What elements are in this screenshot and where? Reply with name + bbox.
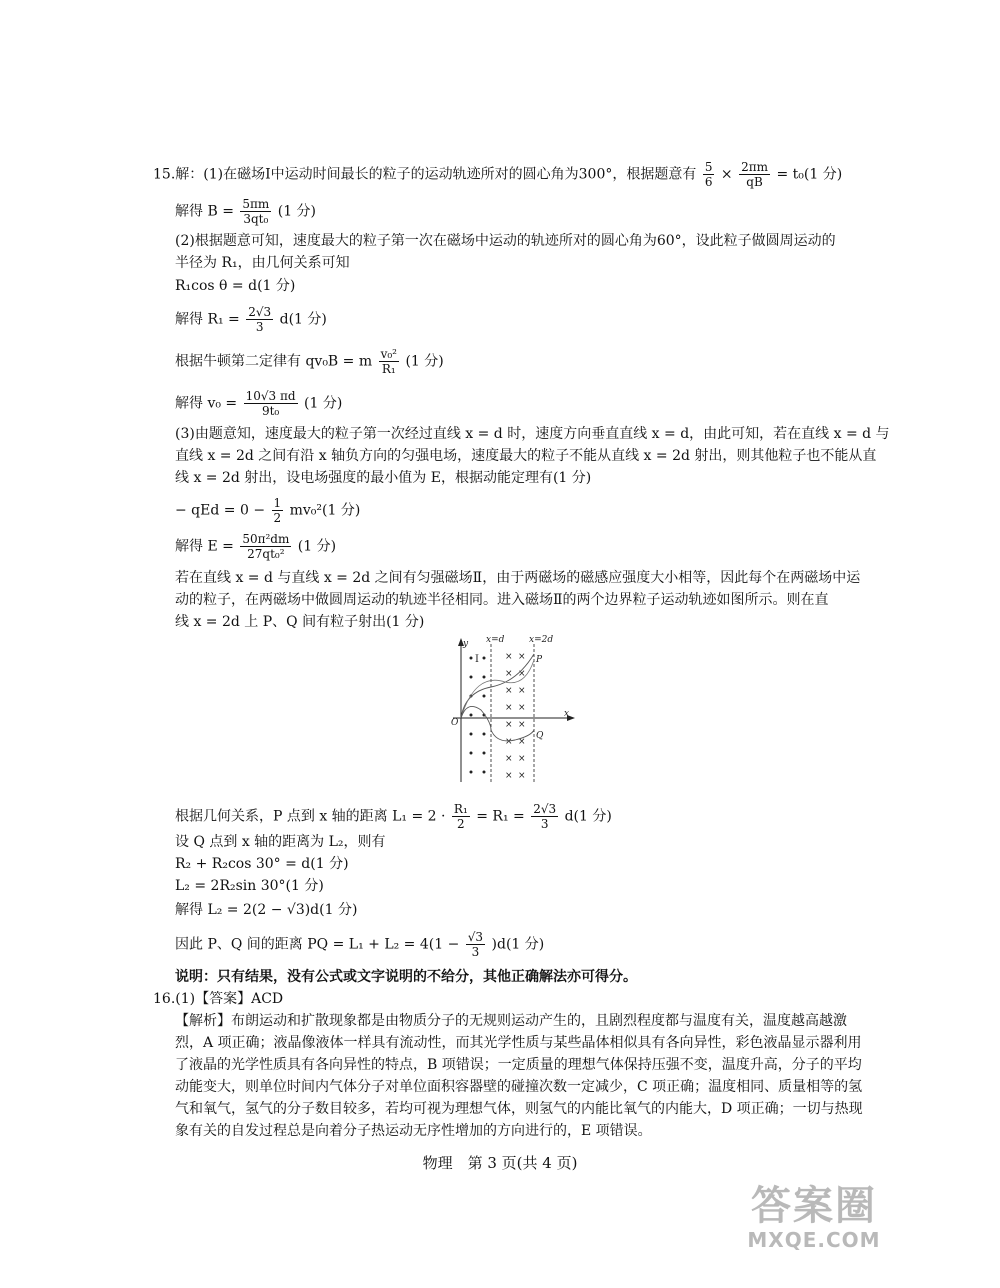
label-region-1: Ⅰ (475, 654, 479, 665)
q15-line-5: R₁cos θ = d(1 分) (175, 278, 296, 294)
magnetic-field-diagram (445, 632, 580, 784)
field-cross: × (505, 771, 513, 781)
field-cross: × (518, 771, 526, 781)
fraction: $\frac{2√3}{3}$ (533, 802, 557, 831)
field-dot (483, 695, 486, 698)
field-dot (483, 676, 486, 679)
field-dot (470, 676, 473, 679)
q15-line-17: 根据几何关系，P 点到 x 轴的距离 L₁ = 2 · $\frac{\text{R₁}}{2}$ = R₁ = $\frac{2√3}{3}$ d(1 分) (175, 802, 612, 831)
field-dot (470, 657, 473, 660)
page-footer: 物理 第 3 页(共 4 页) (422, 1154, 578, 1172)
field-cross: × (505, 686, 513, 696)
field-dot (483, 657, 486, 660)
label-x: x (564, 709, 570, 719)
q15-line-21: 解得 L₂ = 2(2 − √3)d(1 分) (175, 902, 358, 918)
label-p: P (536, 655, 543, 665)
q15-line-7: 根据牛顿第二定律有 qv₀B = m $\frac{\text{v₀²}}{\text{R₁}}$ (1 分) (175, 347, 444, 376)
q15-note: 说明：只有结果，没有公式或文字说明的不给分，其他正确解法亦可得分。 (175, 969, 637, 985)
label-x-d: x=d (486, 635, 505, 645)
field-cross: × (518, 720, 526, 730)
field-cross: × (505, 754, 513, 764)
q15-line-2: 解得 B = $\frac{5\pi m}{\text{3qt₀}}$ (1 分) (175, 197, 317, 226)
field-dot (470, 752, 473, 755)
field-crosses (505, 652, 526, 781)
q15-line-12: − qEd = 0 − $\frac{1}{2}$ mv₀²(1 分) (175, 496, 361, 525)
field-cross: × (518, 669, 526, 679)
field-cross: × (518, 737, 526, 747)
field-cross: × (505, 703, 513, 713)
q16-line-5: 动能变大，则单位时间内气体分子对单位面积容器壁的碰撞次数一定减少，C 项正确；温度相同、质量相等的氢 (175, 1079, 863, 1095)
field-cross: × (518, 686, 526, 696)
q15-line-15: 动的粒子，在两磁场中做圆周运动的轨迹半径相同。进入磁场Ⅱ的两个边界粒子运动轨迹如图所示。则在直 (175, 592, 829, 608)
field-cross: × (505, 652, 513, 662)
fraction: $\frac{\text{v₀²}}{\text{R₁}}$ (380, 347, 397, 376)
q15-line-16: 线 x = 2d 上 P、Q 间有粒子射出(1 分) (175, 614, 425, 630)
field-dot (470, 714, 473, 717)
fraction: $\frac{5}{6}$ (704, 160, 713, 189)
q15-line-19: R₂ + R₂cos 30° = d(1 分) (175, 856, 349, 872)
q15-line-1: 15.解：(1)在磁场Ⅰ中运动时间最长的粒子的运动轨迹所对的圆心角为300°，根据题意有 $\frac{5}{6}$ × $\frac{2\pi m}{qB}$ = t₀(1 分) (153, 160, 843, 189)
q15-line-9: (3)由题意知，速度最大的粒子第一次经过直线 x = d 时，速度方向垂直直线 x = d，由此可知，若在直线 x = d 与 (175, 426, 890, 442)
q16-line-7: 象有关的自发过程总是向着分子热运动无序性增加的方向进行的，E 项错误。 (175, 1123, 652, 1139)
q16-line-6: 气和氧气，氢气的分子数目较多，若均可视为理想气体，则氢气的内能比氧气的内能大，D 项正确；一切与热现 (175, 1101, 863, 1117)
q15-line-13: 解得 E = $\frac{\text{50π²dm}}{\text{27qt₀²}}$ (1 分) (175, 532, 337, 561)
field-dots (470, 657, 486, 774)
q15-line-4: 半径为 R₁，由几何关系可知 (175, 255, 350, 271)
q16-line-1: 16.(1)【答案】ACD (153, 991, 284, 1007)
q16-line-2: 【解析】布朗运动和扩散现象都是由物质分子的无规则运动产生的，且剧烈程度都与温度有关，温度越高越激 (175, 1013, 847, 1029)
fraction: $\frac{5\pi m}{\text{3qt₀}}$ (242, 197, 270, 226)
q15-line-22: 因此 P、Q 间的距离 PQ = L₁ + L₂ = 4(1 − $\frac{√3}{3}$ )d(1 分) (175, 930, 545, 959)
fraction: $\frac{2\pi m}{qB}$ (741, 160, 768, 189)
q15-line-8: 解得 v₀ = $\frac{10√3 \pi d}{\text{9t₀}}$ (1 分) (175, 389, 343, 418)
q16-line-3: 烈，A 项正确；液晶像液体一样具有流动性，而其光学性质与某些晶体相似具有各向异性，彩色液晶显示器利用 (175, 1035, 862, 1051)
q15-line-20: L₂ = 2R₂sin 30°(1 分) (175, 878, 324, 894)
q15-line-6: 解得 R₁ = $\frac{2√3}{3}$ d(1 分) (175, 305, 327, 334)
fraction: $\frac{\text{50π²dm}}{\text{27qt₀²}}$ (242, 532, 290, 561)
q15-line-18: 设 Q 点到 x 轴的距离为 L₂，则有 (175, 834, 386, 850)
label-y: y (463, 639, 469, 649)
watermark-logo: 答案圈 MXQE.COM (747, 1182, 881, 1252)
fraction: $\frac{10√3 \pi d}{\text{9t₀}}$ (245, 389, 296, 418)
field-cross: × (518, 754, 526, 764)
field-dot (483, 771, 486, 774)
fraction: $\frac{√3}{3}$ (467, 930, 484, 959)
field-cross: × (505, 737, 513, 747)
label-x-2d: x=2d (529, 635, 554, 645)
label-origin: O (451, 718, 459, 728)
fraction: $\frac{1}{2}$ (273, 496, 282, 525)
label-q: Q (536, 731, 544, 741)
q16-line-4: 了液晶的光学性质具有各向异性的特点，B 项错误；一定质量的理想气体保持压强不变，温度升高，分子的平均 (175, 1057, 862, 1073)
field-dot (483, 733, 486, 736)
q15-line-11: 线 x = 2d 射出，设电场强度的最小值为 E，根据动能定理有(1 分) (175, 470, 592, 486)
fraction: $\frac{2√3}{3}$ (248, 305, 272, 334)
field-dot (470, 771, 473, 774)
q15-line-3: (2)根据题意可知，速度最大的粒子第一次在磁场中运动的轨迹所对的圆心角为60°，设此粒子做圆周运动的 (175, 233, 836, 249)
q15-line-10: 直线 x = 2d 之间有沿 x 轴负方向的匀强电场，速度最大的粒子不能从直线 x = 2d 射出，则其他粒子也不能从直 (175, 448, 877, 464)
field-dot (470, 733, 473, 736)
field-dot (483, 752, 486, 755)
q15-line-14: 若在直线 x = d 与直线 x = 2d 之间有匀强磁场Ⅱ，由于两磁场的磁感应强度大小相等，因此每个在两磁场中运 (175, 570, 861, 586)
field-cross: × (518, 703, 526, 713)
field-cross: × (518, 652, 526, 662)
field-cross: × (505, 669, 513, 679)
fraction: $\frac{\text{R₁}}{2}$ (453, 802, 468, 831)
field-cross: × (505, 720, 513, 730)
